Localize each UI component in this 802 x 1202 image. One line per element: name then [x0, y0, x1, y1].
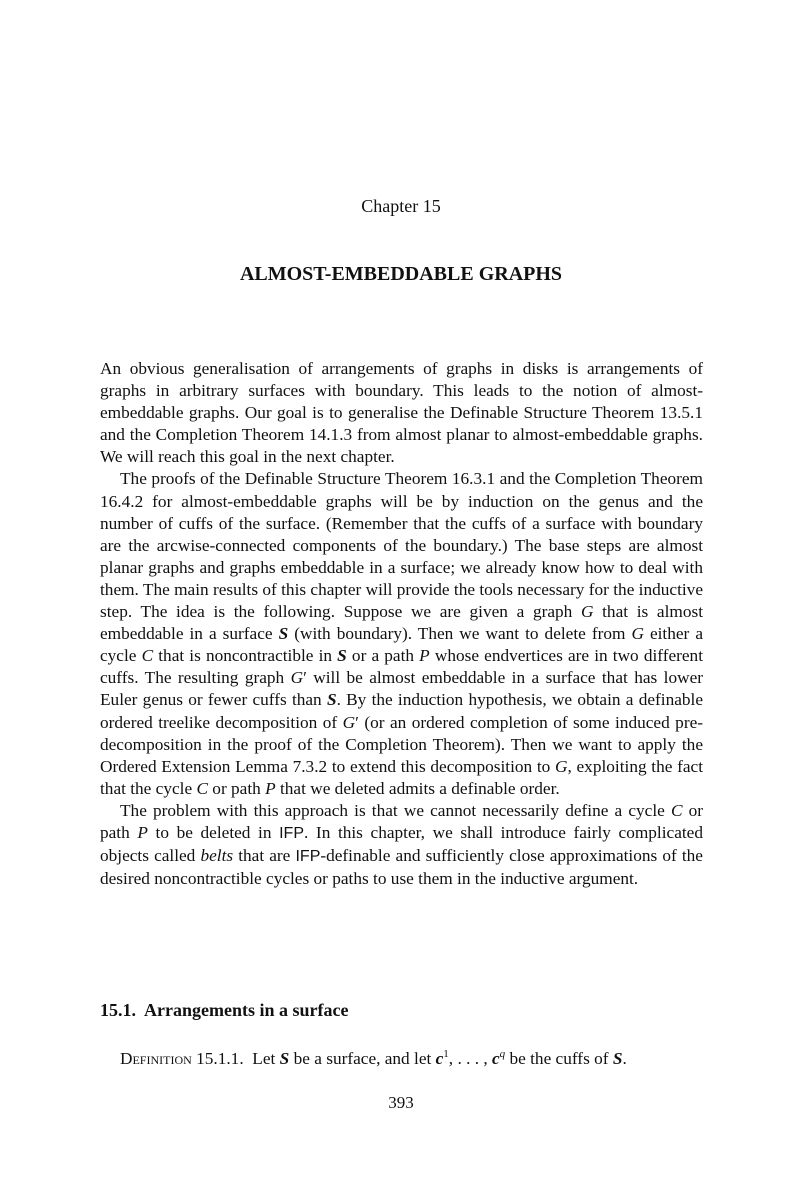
- paragraph-3: The problem with this approach is that we cannot necessarily define a cycle C or path P to be deleted in IFP. In this chapter, we shall introduce fairly complicated objects called belts that are IFP-definable and sufficiently close approximations of the desired noncontractible cycles or paths to use them in the inductive argument.: [100, 800, 703, 889]
- definition: [120, 1048, 720, 1069]
- definition-label: Definition 15.1.1.: [120, 1048, 244, 1068]
- paragraph-2: The proofs of the Definable Structure Theorem 16.3.1 and the Completion Theorem 16.4.2 for almost-embeddable graphs will be by induction on the genus and the number of cuffs of the surface. (Remember that the cuffs of a surface with boundary are the arcwise-connected components of the boundary.) The base steps are almost planar graphs and graphs embeddable in a surface; we already know how to deal with them. The main results of this chapter will provide the tools necessary for the inductive step. The idea is the following. Suppose we are given a graph G that is almost embeddable in a surface S (with boundary). Then we want to delete from G either a cycle C that is noncontractible in S or a path P whose endvertices are in two different cuffs. The resulting graph G′ will be almost embeddable in a surface that has lower Euler genus or fewer cuffs than S. By the induction hypothesis, we obtain a definable ordered treelike decomposition of G′ (or an ordered completion of some induced pre-decomposition in the proof of the Completion Theorem). Then we want to apply the Ordered Extension Lemma 7.3.2 to extend this decomposition to G, exploiting the fact that the cycle C or path P that we deleted admits a definable order.: [100, 469, 703, 798]
- page-number: 393: [388, 1093, 414, 1112]
- paragraph-1: An obvious generalisation of arrangements of graphs in disks is arrangements of graphs in arbitrary surfaces with boundary. This leads to the notion of almost-embeddable graphs. Our goal is to generalise the Definable Structure Theorem 13.5.1 and the Completion Theorem 14.1.3 from almost planar to almost-embeddable graphs. We will reach this goal in the next chapter.: [100, 359, 703, 467]
- body-text: [100, 358, 703, 890]
- definition-text: Let S be a surface, and let $c^1$, . . . , $c^q$ be the cuffs of S.: [252, 1048, 627, 1068]
- chapter-title: ALMOST-EMBEDDABLE GRAPHS: [239, 263, 563, 285]
- section-heading: [100, 1000, 348, 1021]
- section-number: 15.1.: [100, 1000, 136, 1020]
- chapter-label: Chapter 15: [361, 196, 441, 216]
- section-title: Arrangements in a surface: [144, 1000, 349, 1020]
